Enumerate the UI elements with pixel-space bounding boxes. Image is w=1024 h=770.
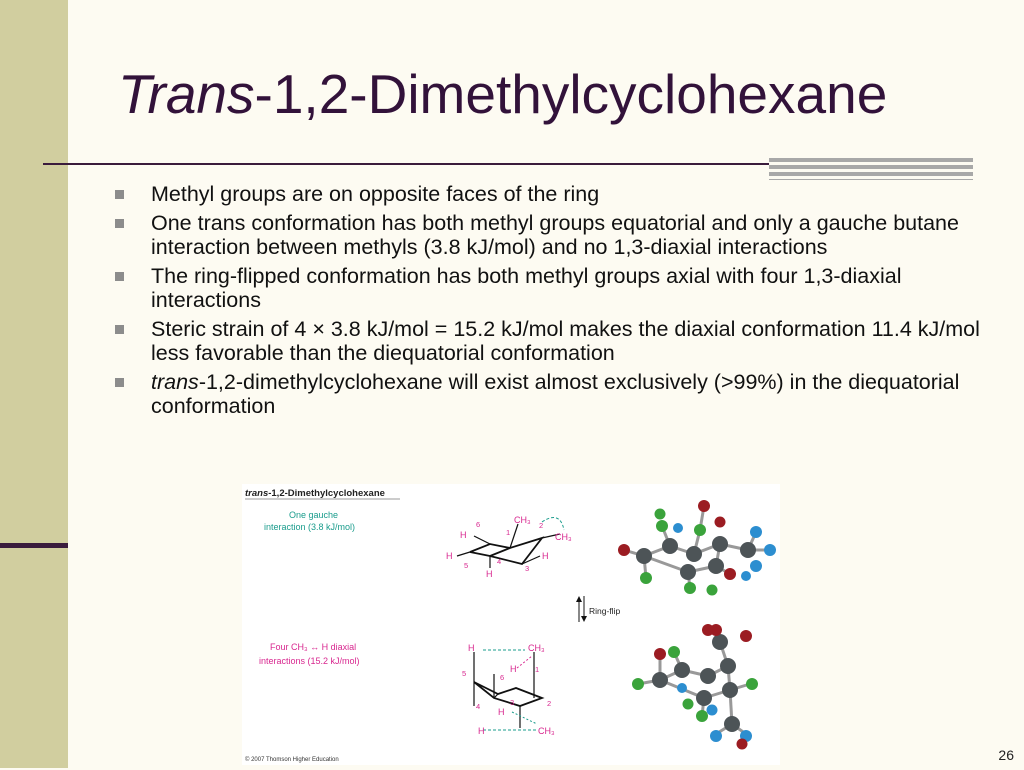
top-label-line2: interaction (3.8 kJ/mol) — [264, 522, 356, 532]
top-num-5: 5 — [464, 561, 469, 570]
bullet-text: One trans conformation has both methyl groups equatorial and only a gauche butane interaction between methyls (3.8 kJ/mol) and no 1,3-diaxial interactions — [151, 210, 959, 259]
bullet-marker — [115, 190, 124, 199]
bottom-label-line1: Four CH₃ ↔ H diaxial — [270, 642, 357, 652]
figure-svg — [242, 484, 780, 765]
figure-heading: trans-1,2-Dimethylcyclohexane — [245, 488, 385, 499]
diaxial-chair — [474, 650, 542, 730]
ball-stick-model-bottom — [632, 624, 758, 750]
bullet-text: Steric strain of 4 × 3.8 kJ/mol = 15.2 kJ/mol makes the diaxial conformation 11.4 kJ/mol less favorable than the diequatorial conformation — [151, 316, 980, 365]
title-italic: Trans — [118, 63, 255, 125]
bottom-num-1: 1 — [535, 665, 540, 674]
figure-copyright: © 2007 Thomson Higher Education — [245, 757, 339, 763]
bottom-h-mid: H — [510, 664, 517, 674]
side-band — [0, 0, 68, 768]
bottom-num-2: 2 — [547, 699, 552, 708]
top-ch3-2: CH₃ — [555, 532, 572, 542]
bottom-label-line2: interactions (15.2 kJ/mol) — [259, 656, 360, 666]
bullet-item — [113, 211, 993, 260]
bottom-ch3-bot: CH₃ — [538, 726, 555, 736]
bullet-marker — [115, 219, 124, 228]
bottom-h-bot: H — [478, 726, 485, 736]
bullet-marker — [115, 378, 124, 387]
bottom-ch3-top: CH₃ — [528, 643, 545, 653]
bullet-item — [113, 317, 993, 366]
title-rule — [43, 163, 769, 165]
ring-flip-arrows — [576, 596, 587, 622]
title-rule-stripes — [769, 158, 973, 180]
top-num-1: 1 — [506, 528, 511, 537]
top-h2: H — [542, 551, 549, 561]
top-num-3: 3 — [525, 564, 530, 573]
top-num-2: 2 — [539, 521, 544, 530]
page-number: 26 — [998, 747, 1014, 763]
bullet-marker — [115, 325, 124, 334]
bullet-text: The ring-flipped conformation has both methyl groups axial with four 1,3-diaxial interactions — [151, 263, 902, 312]
bottom-num-4: 4 — [476, 702, 481, 711]
ball-stick-model-top — [618, 500, 776, 596]
bottom-num-5: 5 — [462, 669, 467, 678]
bullet-text: Methyl groups are on opposite faces of the ring — [151, 182, 600, 206]
bottom-num-6: 6 — [500, 673, 505, 682]
bullet-italic: trans — [151, 369, 199, 394]
side-rule — [0, 543, 68, 548]
bullet-item — [113, 182, 993, 207]
top-h5: H — [446, 551, 453, 561]
top-num-6: 6 — [476, 520, 481, 529]
title-rest: -1,2-Dimethylcyclohexane — [254, 63, 888, 125]
top-label-line1: One gauche — [289, 510, 339, 520]
ring-flip-label: Ring-flip — [589, 606, 621, 616]
top-num-4: 4 — [497, 557, 502, 566]
top-h4: H — [486, 569, 493, 579]
bullet-marker — [115, 272, 124, 281]
bullet-item — [113, 370, 993, 419]
bullet-text: -1,2-dimethylcyclohexane will exist almost exclusively (>99%) in the diequatorial conformation — [151, 369, 960, 418]
conformation-figure — [242, 484, 780, 765]
bullet-list — [113, 182, 993, 423]
bottom-h-low: H — [498, 707, 505, 717]
slide-title — [118, 62, 887, 126]
top-ch3-1: CH₃ — [514, 515, 531, 525]
top-h6: H — [460, 530, 467, 540]
bottom-h-top: H — [468, 643, 475, 653]
bullet-item — [113, 264, 993, 313]
bottom-num-3: 3 — [510, 698, 515, 707]
